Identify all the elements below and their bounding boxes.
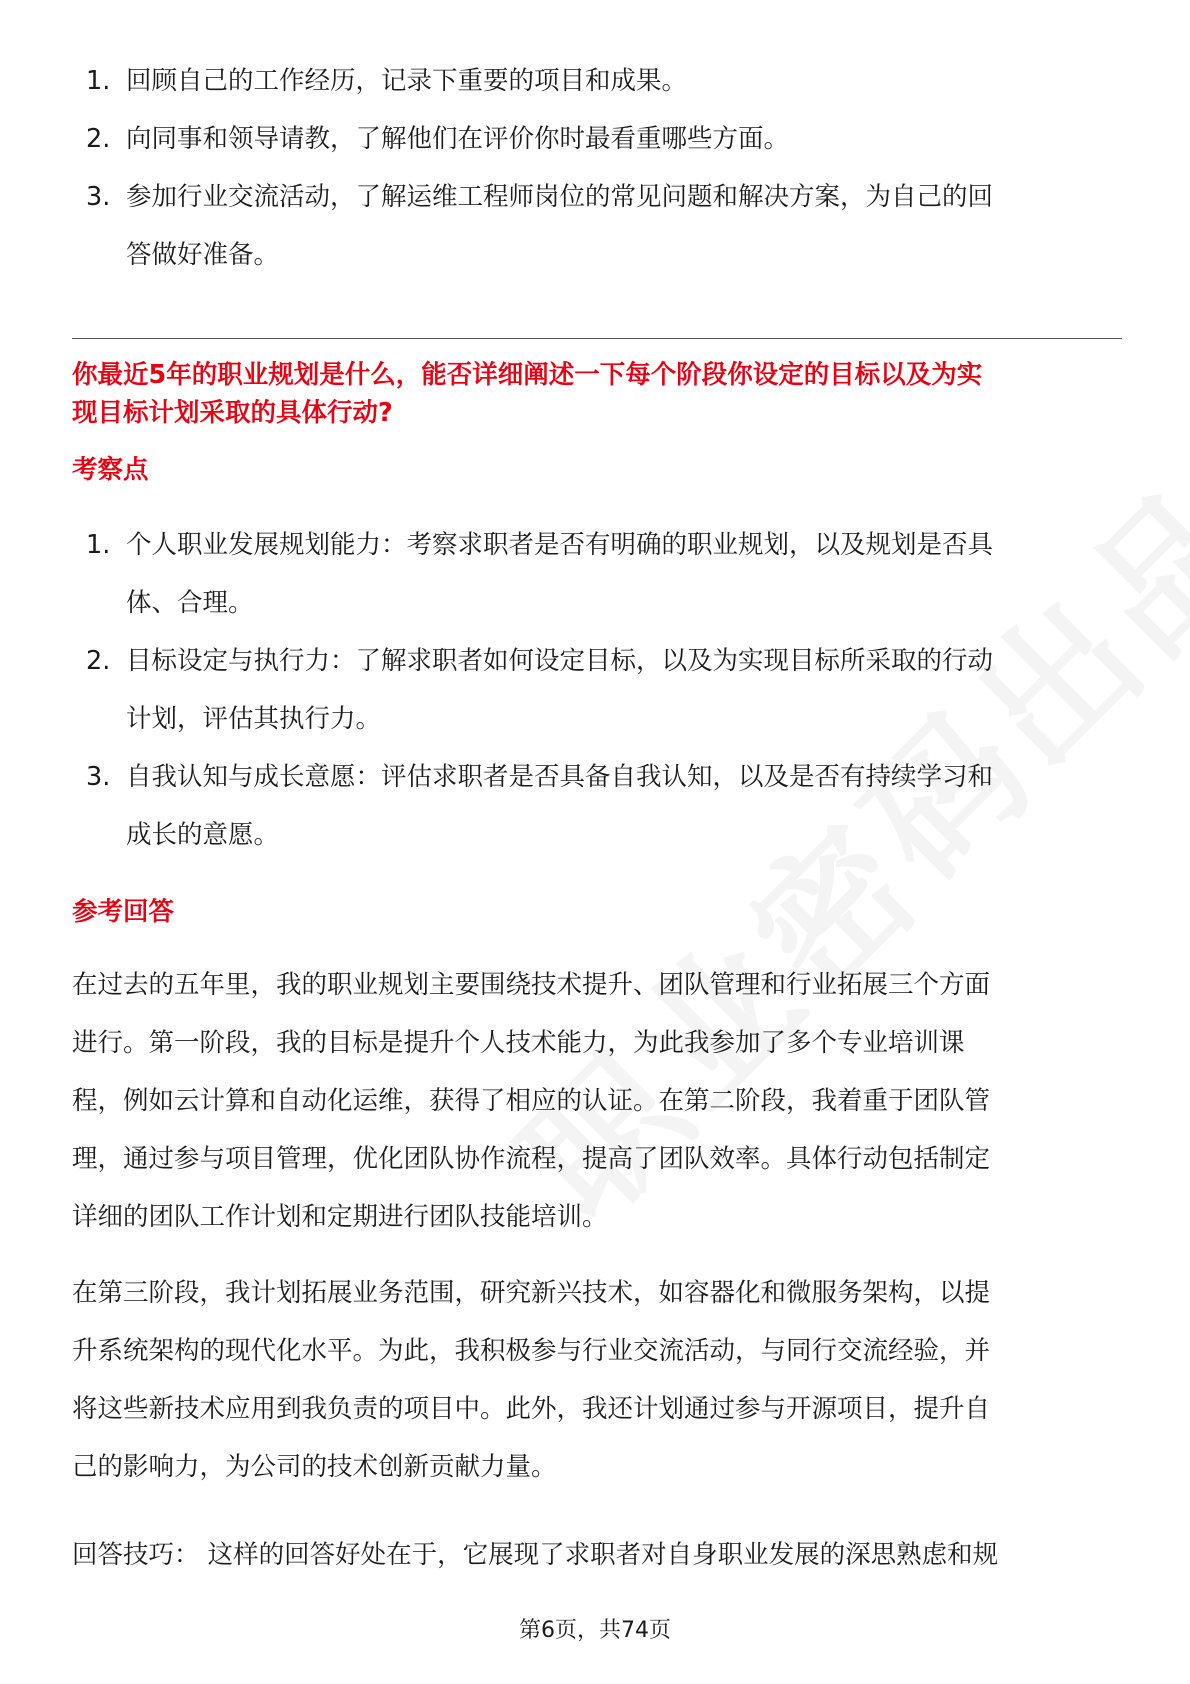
- list-item: 3. 参加行业交流活动，了解运维工程师岗位的常见问题和解决方案，为自己的回 答做好准备。: [86, 182, 994, 270]
- answer-paragraph-1: 在过去的五年里，我的职业规划主要围绕技术提升、团队管理和行业拓展三个方面 进行。第一阶段，我的目标是提升个人技术能力，为此我参加了多个专业培训课 程，例如云计算和自动化运维，获得了相应的认证。在第二阶段，我着重于团队管 理，通过参与项目管理，优化团队协作流程，提高了团队效率。具体行动包括制定 详细的团队工作计划和定期进行团队技能培训。: [72, 970, 991, 1232]
- answer-tips-paragraph: 回答技巧： 这样的回答好处在于，它展现了求职者对自身职业发展的深思熟虑和规: [72, 1540, 999, 1570]
- answer-paragraph-2: 在第三阶段，我计划拓展业务范围，研究新兴技术，如容器化和微服务架构，以提 升系统架构的现代化水平。为此，我积极参与行业交流活动，与同行交流经验，并 将这些新技术应用到我负责的项目中。此外，我还计划通过参与开源项目，提升自 己的影响力，为公司的技术创新贡献力量。: [72, 1278, 991, 1482]
- list-item: 1. 个人职业发展规划能力：考察求职者是否有明确的职业规划，以及规划是否具 体、合理。: [86, 530, 994, 618]
- interview-question: 你最近5年的职业规划是什么，能否详细阐述一下每个阶段你设定的目标以及为实 现目标计划采取的具体行动?: [72, 360, 983, 428]
- section-divider: [72, 338, 1122, 339]
- assessment-points-list: [72, 516, 1122, 864]
- assessment-points-heading: 考察点: [72, 455, 149, 485]
- preparation-list: [72, 52, 1122, 284]
- list-item: 2. 目标设定与执行力：了解求职者如何设定目标，以及为实现目标所采取的行动 计划，评估其执行力。: [86, 646, 994, 734]
- list-item: 3. 自我认知与成长意愿：评估求职者是否具备自我认知，以及是否有持续学习和 成长的意愿。: [86, 762, 994, 850]
- page-footer: 第6页，共74页: [519, 1618, 671, 1643]
- list-item: 2. 向同事和领导请教，了解他们在评价你时最看重哪些方面。: [86, 124, 790, 154]
- reference-answer-heading: 参考回答: [72, 897, 175, 927]
- list-item: 1. 回顾自己的工作经历，记录下重要的项目和成果。: [86, 66, 688, 96]
